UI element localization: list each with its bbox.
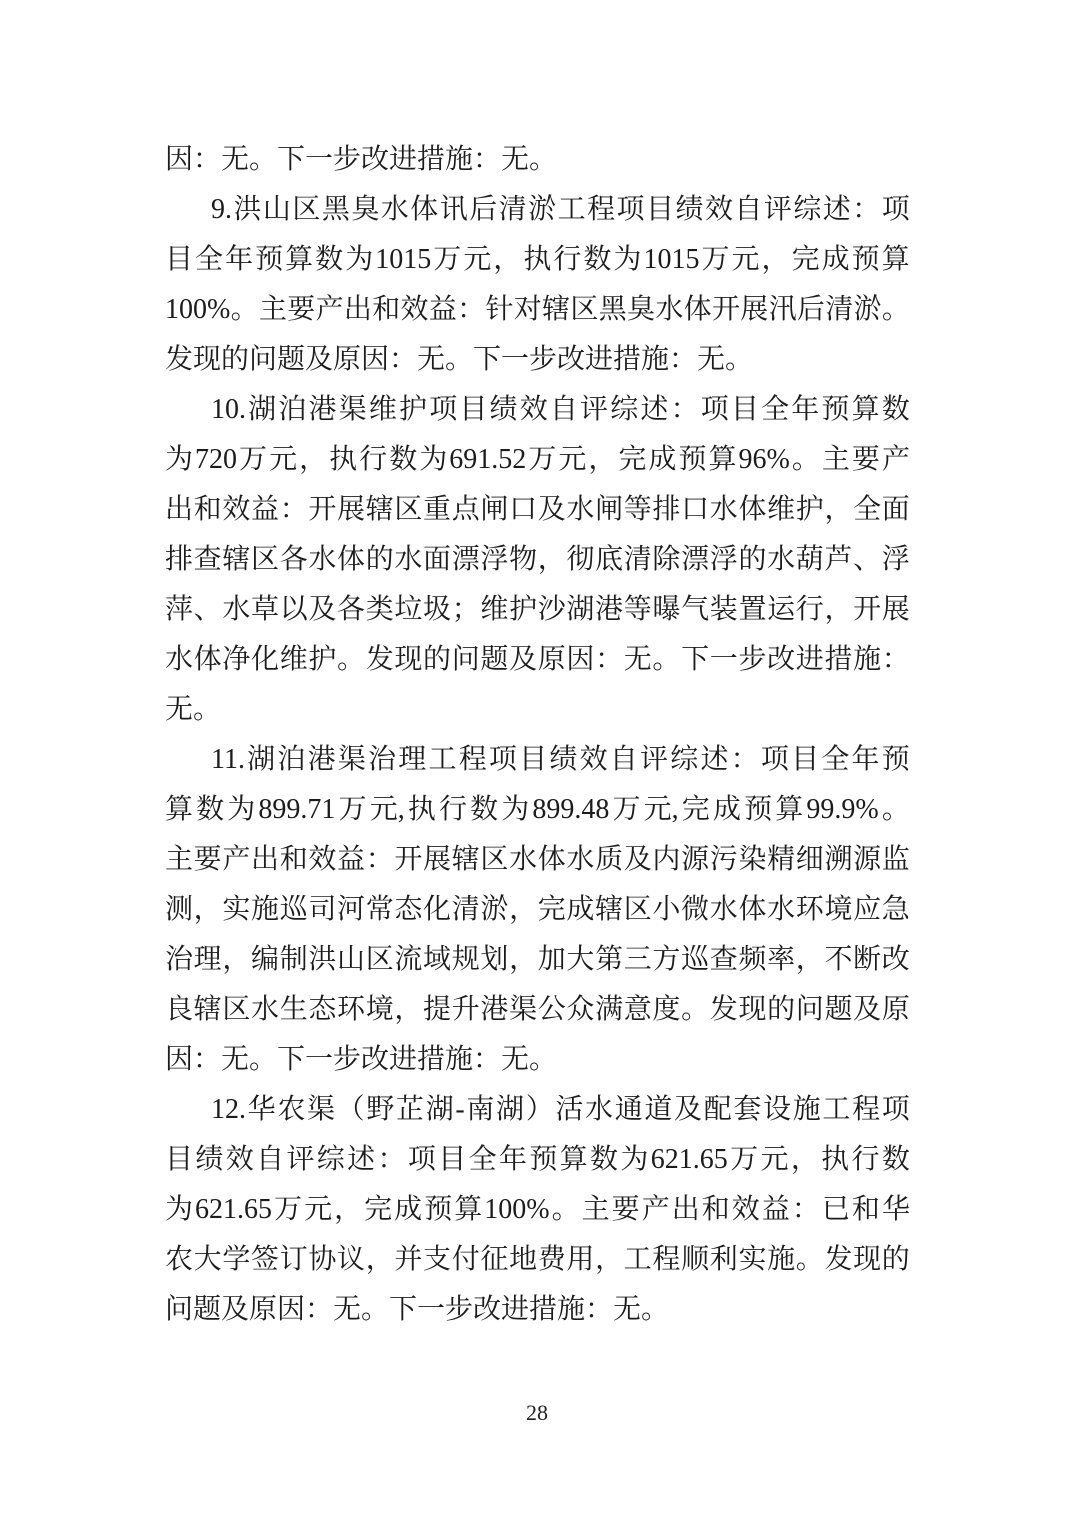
page-number: 28 xyxy=(526,1400,548,1425)
text-line: 因：无。下一步改进措施：无。 xyxy=(165,144,558,175)
text-line: 11. 湖 泊 港 渠 治 理 工 程 项 目 绩 效 自 评 综 述 ： 项 目 全 年 预 xyxy=(211,744,910,775)
text-line: 为 621.65 万 元 ， 完 成 预 算 100% 。 主 要 产 出 和 效 益 ： 已 和 华 xyxy=(165,1194,910,1225)
text-line: 12. 华 农 渠 （ 野 芷 湖 - 南 湖 ） 活 水 通 道 及 配 套 设 施 工 程 项 xyxy=(211,1094,910,1125)
text-line: 治 理 ， 编 制 洪 山 区 流 域 规 划 ， 加 大 第 三 方 巡 查 频 率 ， 不 断 改 xyxy=(165,944,910,975)
text-line: 无。 xyxy=(165,694,222,725)
text-line: 100% 。 主 要 产 出 和 效 益 ： 针 对 辖 区 黑 臭 水 体 开 展 汛 后 清 淤 。 xyxy=(165,294,910,325)
document-body xyxy=(165,135,910,1335)
text-line: 萍 、 水 草 以 及 各 类 垃 圾 ； 维 护 沙 湖 港 等 曝 气 装 置 运 行 ， 开 展 xyxy=(165,594,910,625)
text-line: 因：无。下一步改进措施：无。 xyxy=(165,1044,558,1075)
text-line: 发现的问题及原因：无。下一步改进措施：无。 xyxy=(165,344,754,375)
text-line: 出 和 效 益 ： 开 展 辖 区 重 点 闸 口 及 水 闸 等 排 口 水 体 维 护 ， 全 面 xyxy=(165,494,910,525)
text-line: 水 体 净 化 维 护 。 发 现 的 问 题 及 原 因 ： 无 。 下 一 步 改 进 措 施 ： xyxy=(165,644,910,675)
text-line: 目 绩 效 自 评 综 述 ： 项 目 全 年 预 算 数 为 621.65 万 元 ， 执 行 数 xyxy=(165,1144,910,1175)
text-line: 问题及原因：无。下一步改进措施：无。 xyxy=(165,1294,670,1325)
text-line: 算 数 为 899.71 万 元, 执 行 数 为 899.48 万 元, 完 成 预 算 99.9% 。 xyxy=(165,794,910,825)
text-line: 9. 洪 山 区 黑 臭 水 体 讯 后 清 淤 工 程 项 目 绩 效 自 评 综 述 ： 项 xyxy=(211,194,910,225)
text-line: 良 辖 区 水 生 态 环 境 ， 提 升 港 渠 公 众 满 意 度 。 发 现 的 问 题 及 原 xyxy=(165,994,910,1025)
text-line: 主 要 产 出 和 效 益 ： 开 展 辖 区 水 体 水 质 及 内 源 污 染 精 细 溯 源 监 xyxy=(165,844,910,875)
text-line: 测 ， 实 施 巡 司 河 常 态 化 清 淤 ， 完 成 辖 区 小 微 水 体 水 环 境 应 急 xyxy=(165,894,910,925)
text-line: 为 720 万 元 ， 执 行 数 为 691.52 万 元 ， 完 成 预 算 96% 。 主 要 产 xyxy=(165,444,910,475)
text-line: 目 全 年 预 算 数 为 1015 万 元 ， 执 行 数 为 1015 万 元 ， 完 成 预 算 xyxy=(165,244,910,275)
text-line: 农 大 学 签 订 协 议 ， 并 支 付 征 地 费 用 ， 工 程 顺 利 实 施 。 发 现 的 xyxy=(165,1244,910,1275)
text-line: 10. 湖 泊 港 渠 维 护 项 目 绩 效 自 评 综 述 ： 项 目 全 年 预 算 数 xyxy=(211,394,910,425)
text-line: 排 查 辖 区 各 水 体 的 水 面 漂 浮 物 ， 彻 底 清 除 漂 浮 的 水 葫 芦 、 浮 xyxy=(165,544,910,575)
